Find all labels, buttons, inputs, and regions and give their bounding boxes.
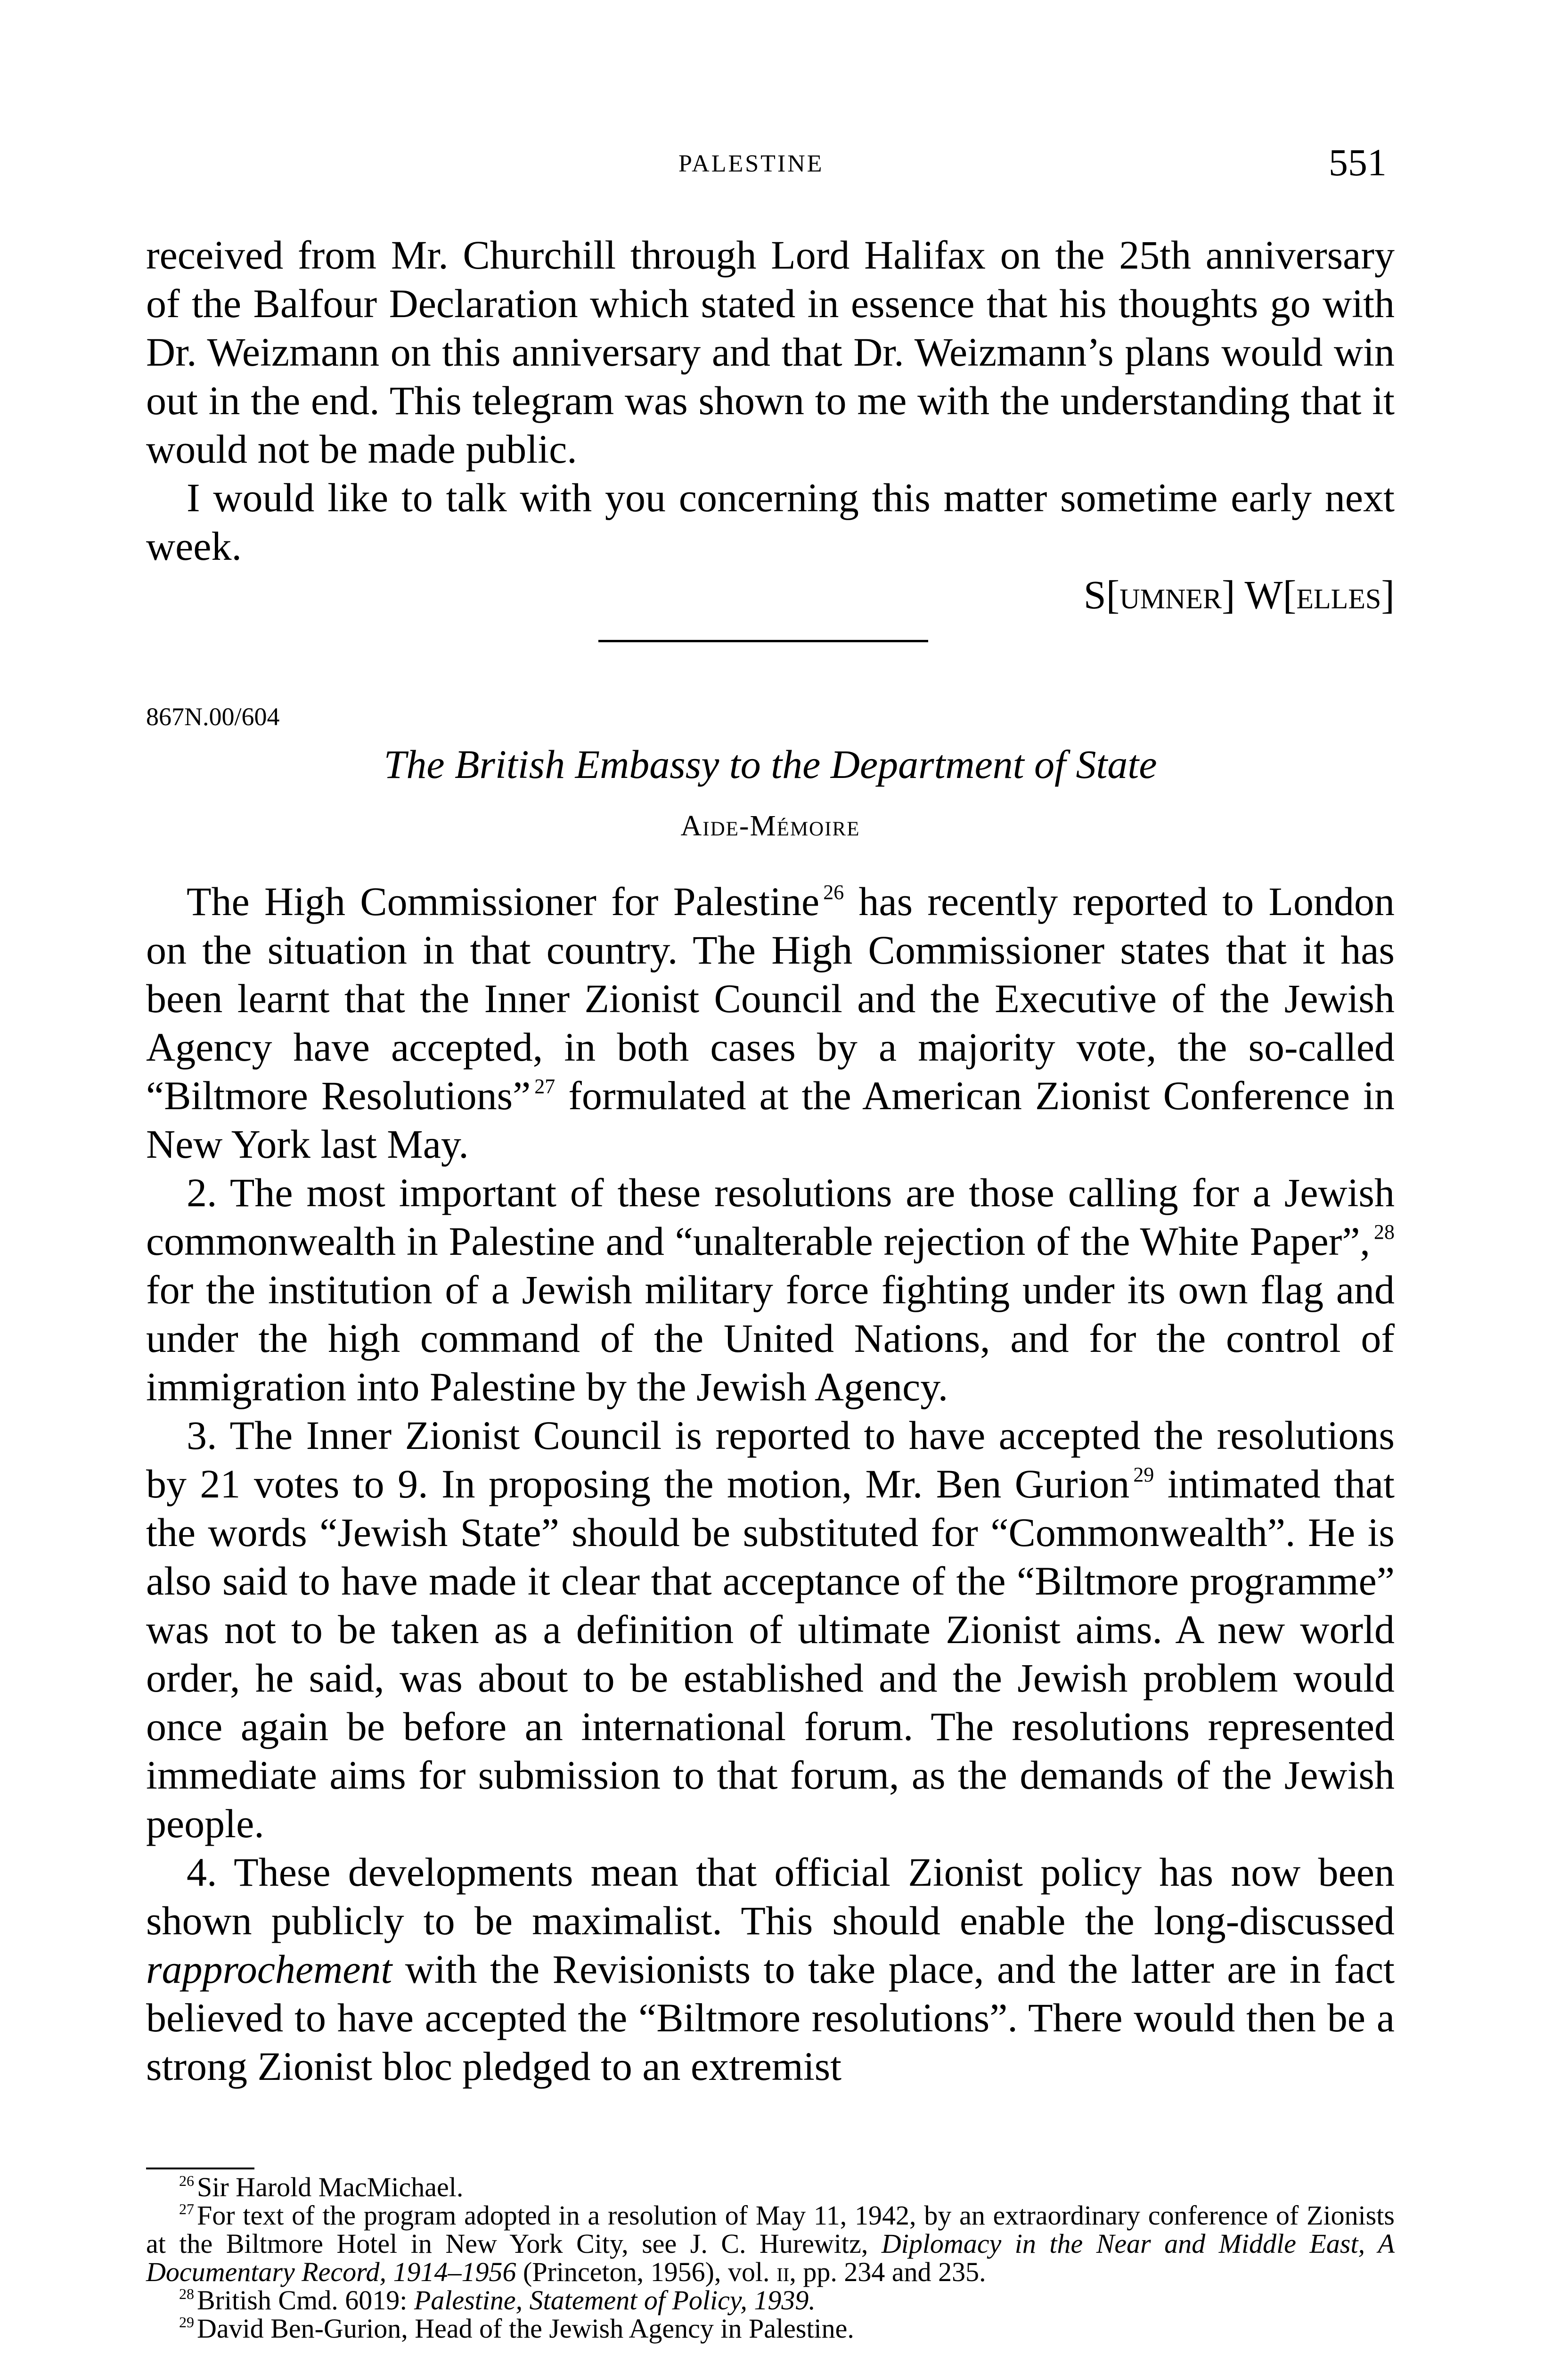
paragraph-3: 3. The Inner Zionist Council is reported to have accepted the resolutions by 21 votes to 9. In proposing the motion, Mr. Ben Gurion $^{29}$ intimated that the words “Jewish State” should be substituted for “Commonwealth”. He is also said to have made it clear that acceptance of the “Biltmore programme” was not to be taken as a definition of ultimate Zionist aims. A new world order, he said, was about to be established and the Jewish problem would once again be before an international forum. The resolutions represented immediate aims for submission to that forum, as the demands of the Jewish people. (146, 1413, 1395, 1846)
paragraph-4: 4. These developments mean that official Zionist policy has now been shown publicly to be maximalist. This should enable the long-discussed rapprochement with the Revisionists to take place, and the latter are in fact believed to have accepted the “Biltmore resolutions”. There would then be a strong Zionist bloc pledged to an extremist (146, 1849, 1395, 2089)
letter-continuation (146, 231, 1395, 619)
footnote-26: $^{26}$ Sir Harold MacMichael. (179, 2172, 464, 2202)
footnote-27: $^{27}$ For text of the program adopted in a resolution of May 11, 1942, by an extraordinary conference of Zionists at the Biltmore Hotel in New York City, see J. C. Hurewitz, Diplomacy in the Near and Middle East, A Documentary Record, 1914–1956 (Princeton, 1956), vol. ii, pp. 234 and 235. (146, 2200, 1395, 2287)
document-subtitle: Aide-Mémoire (680, 810, 860, 842)
footnote-ref: 29 (1133, 1463, 1154, 1486)
file-number: 867N.00/604 (146, 703, 280, 731)
section-divider (598, 640, 928, 642)
footnotes (146, 2173, 1395, 2343)
letter-paragraph: received from Mr. Churchill through Lord Halifax on the 25th anniversary of the Balfour Declaration which stated in essence that his thoughts go with Dr. Weizmann on this anniversary and that Dr. Weizmann’s plans would win out in the end. This telegram was shown to me with the understanding that it would not be made public. (146, 232, 1395, 472)
paragraph-2: 2. The most important of these resolutions are those calling for a Jewish commonwealth in Palestine and “unalterable rejection of the White Paper”, $^{28}$ for the institution of a Jewish military force fighting under its own flag and under the high command of the United Nations, and for the control of immigration into Palestine by the Jewish Agency. (146, 1170, 1395, 1409)
paragraph-1: The High Commissioner for Palestine $^{26}$ has recently reported to London on the situation in that country. The High Commissioner states that it has been learnt that the Inner Zionist Council and the Executive of the Jewish Agency have accepted, in both cases by a majority vote, the so-called “Biltmore Resolutions” $^{27}$ formulated at the American Zionist Conference in New York last May. (146, 879, 1395, 1167)
footnote-29: $^{29}$ David Ben-Gurion, Head of the Jewish Agency in Palestine. (179, 2313, 854, 2344)
page-number: 551 (1329, 141, 1387, 184)
footnote-ref: 26 (823, 881, 844, 904)
footnote-divider (146, 2168, 254, 2169)
document-title: The British Embassy to the Department of State (384, 742, 1157, 787)
letter-closing: I would like to talk with you concerning this matter sometime early next week. (146, 475, 1395, 569)
footnote-ref: 28 (1374, 1220, 1395, 1243)
footnote-ref: 27 (534, 1075, 555, 1098)
signature: S[umner] W[elles] (1083, 572, 1395, 617)
aide-memoire-body (146, 877, 1395, 2091)
running-head: PALESTINE (678, 150, 824, 177)
footnote-28: $^{28}$ British Cmd. 6019: Palestine, Statement of Policy, 1939. (179, 2285, 816, 2315)
